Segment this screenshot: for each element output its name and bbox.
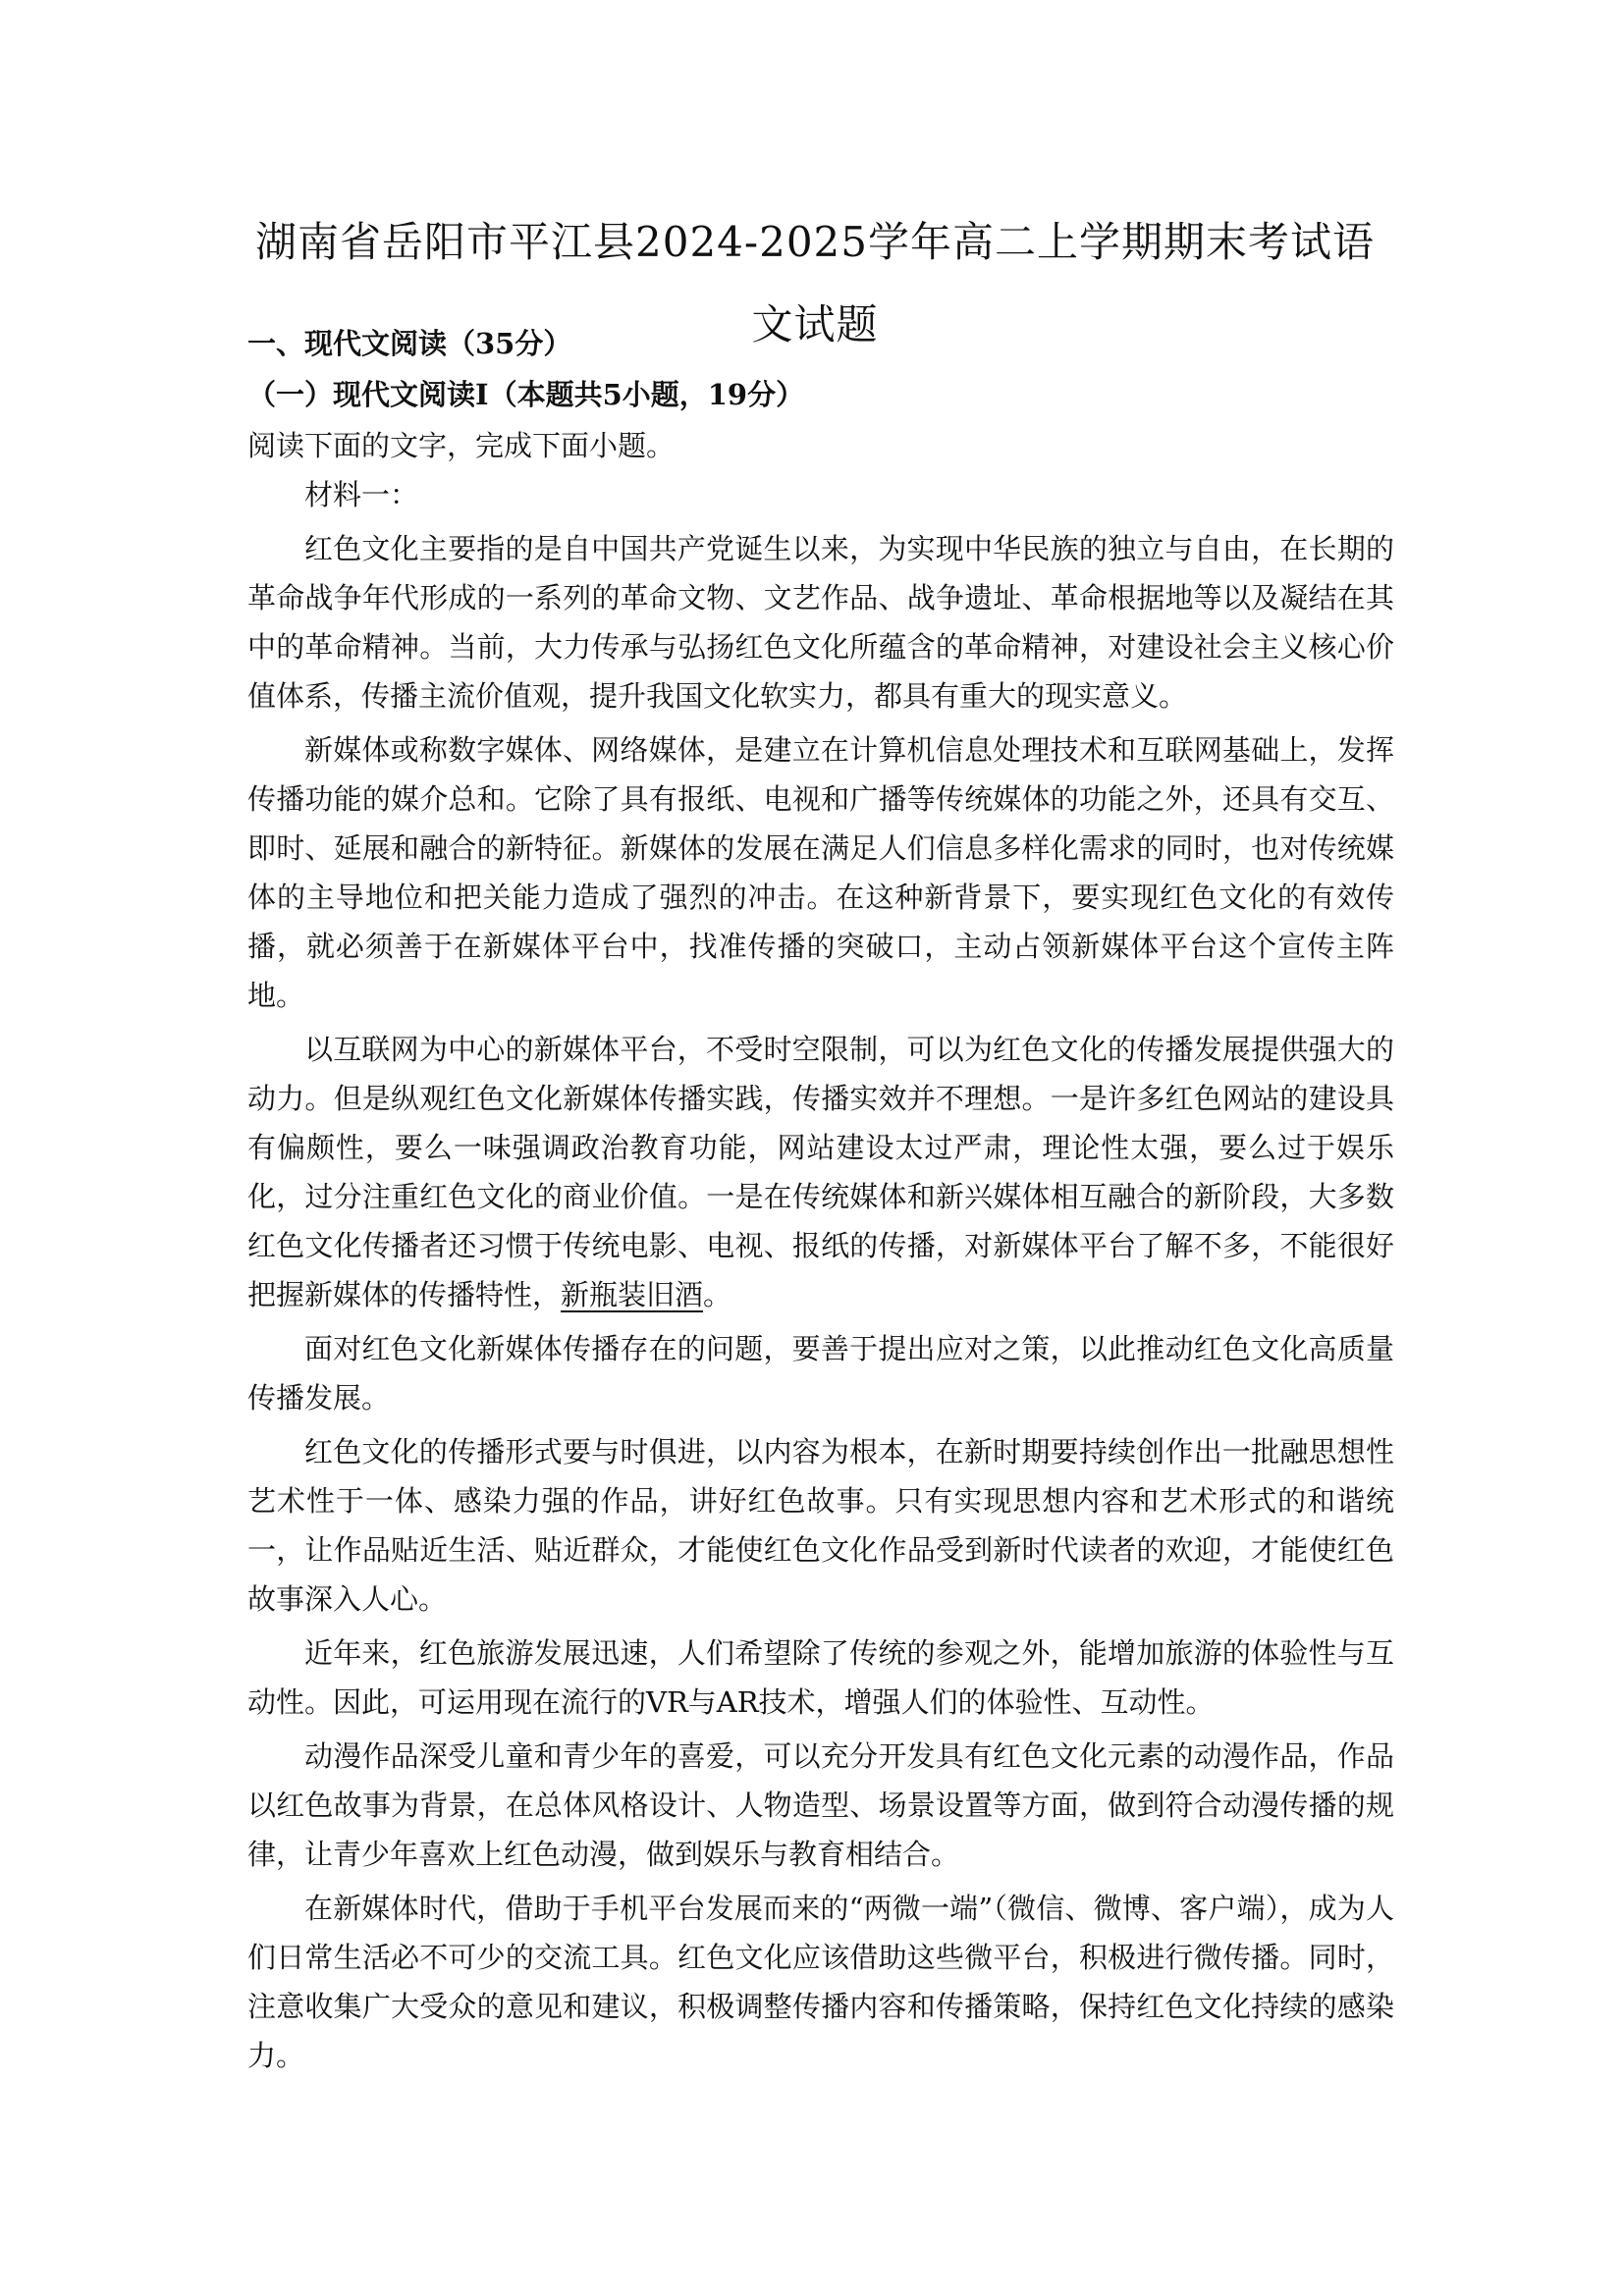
- paragraph-7: 动漫作品深受儿童和青少年的喜爱，可以充分开发具有红色文化元素的动漫作品，作品以红色故事为背景，在总体风格设计、人物造型、场景设置等方面，做到符合动漫传播的规律，让青少年喜欢上红色动漫，做到娱乐与教育相结合。: [247, 1739, 1394, 1871]
- section-heading: 一、现代文阅读（35分）: [247, 327, 572, 360]
- page-title: 湖南省岳阳市平江县2024-2025学年高二上学期期末考试语文试题: [255, 218, 1375, 348]
- subsection-heading: （一）现代文阅读Ⅰ（本题共5小题，19分）: [247, 378, 805, 411]
- paragraph-3-main: 以互联网为中心的新媒体平台，不受时空限制，可以为红色文化的传播发展提供强大的动力。但是纵观红色文化新媒体传播实践，传播实效并不理想。一是许多红色网站的建设具有偏颇性，要么一味强调政治教育功能，网站建设太过严肃，理论性太强，要么过于娱乐化，过分注重红色文化的商业价值。一是在传统媒体和新兴媒体相互融合的新阶段，大多数红色文化传播者还习惯于传统电影、电视、报纸的传播，对新媒体平台了解不多，不能很好把握新媒体的传播特性，: [247, 1033, 1394, 1311]
- material-label: 材料一：: [304, 478, 419, 511]
- paragraph-2: 新媒体或称数字媒体、网络媒体，是建立在计算机信息处理技术和互联网基础上，发挥传播功能的媒介总和。它除了具有报纸、电视和广播等传统媒体的功能之外，还具有交互、即时、延展和融合的新特征。新媒体的发展在满足人们信息多样化需求的同时，也对传统媒体的主导地位和把关能力造成了强烈的冲击。在这种新背景下，要实现红色文化的有效传播，就必须善于在新媒体平台中，找准传播的突破口，主动占领新媒体平台这个宣传主阵地。: [247, 733, 1394, 1012]
- paragraph-4: 面对红色文化新媒体传播存在的问题，要善于提出应对之策，以此推动红色文化高质量传播发展。: [247, 1332, 1394, 1415]
- paragraph-8: 在新媒体时代，借助于手机平台发展而来的“两微一端”（微信、微博、客户端），成为人们日常生活必不可少的交流工具。红色文化应该借助这些微平台，积极进行微传播。同时，注意收集广大受众的意见和建议，积极调整传播内容和传播策略，保持红色文化持续的感染力。: [247, 1892, 1394, 2072]
- paragraph-3-end: 。: [703, 1278, 732, 1311]
- document-body: [247, 319, 1394, 2080]
- instruction-text: 阅读下面的文字，完成下面小题。: [247, 429, 676, 462]
- underlined-phrase: 新瓶装旧酒: [561, 1278, 704, 1311]
- paragraph-3: [247, 1025, 1394, 1319]
- paragraph-5: 红色文化的传播形式要与时俱进，以内容为根本，在新时期要持续创作出一批融思想性艺术性于一体、感染力强的作品，讲好红色故事。只有实现思想内容和艺术形式的和谐统一，让作品贴近生活、贴近群众，才能使红色文化作品受到新时代读者的欢迎，才能使红色故事深入人心。: [247, 1435, 1394, 1616]
- paragraph-1: 红色文化主要指的是自中国共产党诞生以来，为实现中华民族的独立与自由，在长期的革命战争年代形成的一系列的革命文物、文艺作品、战争遗址、革命根据地等以及凝结在其中的革命精神。当前，大力传承与弘扬红色文化所蕴含的革命精神，对建设社会主义核心价值体系，传播主流价值观，提升我国文化软实力，都具有重大的现实意义。: [247, 532, 1394, 713]
- paragraph-6: 近年来，红色旅游发展迅速，人们希望除了传统的参观之外，能增加旅游的体验性与互动性。因此，可运用现在流行的VR与AR技术，增强人们的体验性、互动性。: [247, 1636, 1394, 1719]
